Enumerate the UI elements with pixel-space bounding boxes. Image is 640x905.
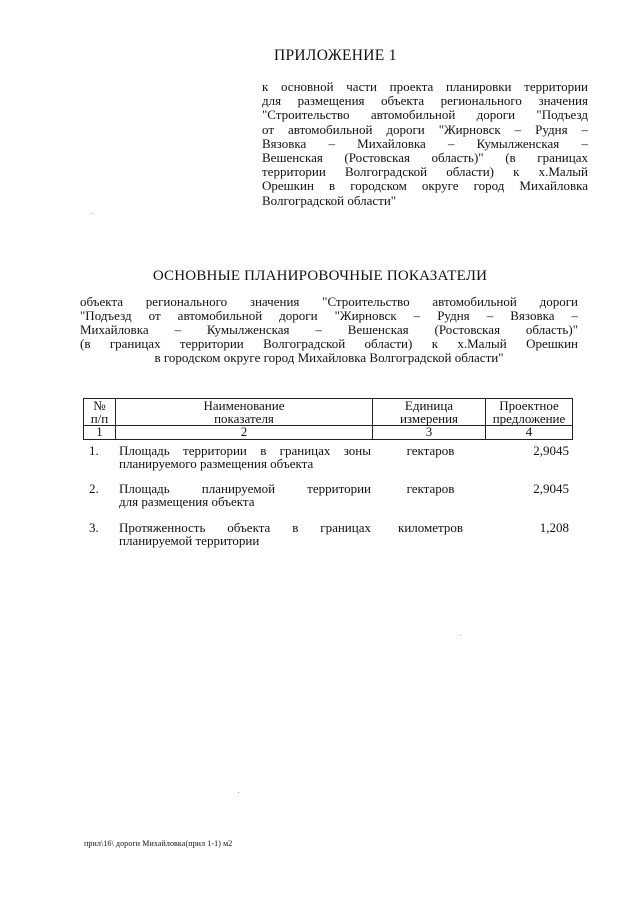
footer-file-path: прил\16\ дороги Михайловка(прил 1-1) м2 <box>84 839 233 848</box>
appendix-text <box>262 80 588 208</box>
header-number-line: п/п <box>90 411 109 426</box>
row-name-line: Протяженность объекта в границах <box>119 520 371 535</box>
row-index: 2. <box>89 481 99 496</box>
row-value: 2,9045 <box>533 443 569 458</box>
row-value: 1,208 <box>539 520 569 535</box>
row-name <box>119 482 371 508</box>
appendix-line: Вешенская (Ростовская область)" (в границах <box>262 150 588 166</box>
appendix-title: ПРИЛОЖЕНИЕ 1 <box>274 47 397 64</box>
column-number <box>84 426 116 440</box>
subtitle-line: "Подъезд от автомобильной дороги "Жирновск – Рудня – Вязовка – <box>80 308 578 323</box>
column-number <box>486 426 573 440</box>
appendix-line: "Строительство автомобильной дороги "Подъезд <box>262 107 588 123</box>
header-name-line: показателя <box>214 411 274 426</box>
subtitle-line: (в границах территории Волгоградской области) к х.Малый Орешкин <box>80 336 578 351</box>
header-number <box>84 399 116 426</box>
appendix-line: от автомобильной дороги "Жирновск – Рудня – <box>262 121 588 137</box>
header-unit-line: измерения <box>399 411 459 426</box>
appendix-line: Волгоградской области" <box>262 192 397 208</box>
column-number-text: 2 <box>240 424 248 439</box>
subtitle-line: в городском округе город Михайловка Волгоградской области" <box>154 350 504 365</box>
appendix-line: территории Волгоградской области) к х.Малый <box>262 164 588 180</box>
header-name <box>116 399 373 426</box>
column-number-text: 3 <box>425 424 433 439</box>
column-number-text: 4 <box>525 424 533 439</box>
row-name-line: планируемого размещения объекта <box>119 456 314 471</box>
row-name-line: Площадь планируемой территории <box>119 481 371 496</box>
row-name-line: планируемой территории <box>119 533 260 548</box>
header-name-line: Наименование <box>203 398 285 413</box>
indicators-table-header <box>83 398 573 440</box>
header-number-line: № <box>93 398 106 413</box>
appendix-line: Вязовка – Михайловка – Кумылженская – <box>262 135 588 151</box>
row-name-line: Площадь территории в границах зоны <box>119 443 371 458</box>
row-unit: километров <box>398 520 463 535</box>
header-value-line: Проектное <box>499 398 559 413</box>
header-unit <box>373 399 486 426</box>
row-name-line: для размещения объекта <box>119 494 255 509</box>
row-unit: гектаров <box>406 481 455 496</box>
scan-speck <box>92 213 93 214</box>
column-number <box>373 426 486 440</box>
appendix-line: для размещения объекта регионального значения <box>262 93 588 109</box>
document-subtitle <box>80 295 578 365</box>
subtitle-line: Михайловка – Кумылженская – Вешенская (Ростовская область)" <box>80 322 578 337</box>
column-number <box>116 426 373 440</box>
row-unit: гектаров <box>406 443 455 458</box>
appendix-line: к основной части проекта планировки территории <box>262 79 588 94</box>
scan-speck <box>238 792 239 793</box>
scan-speck <box>460 635 461 636</box>
subtitle-line: объекта регионального значения "Строительство автомобильной дороги <box>80 294 578 309</box>
column-number-text: 1 <box>96 424 103 439</box>
header-unit-line: Единица <box>404 398 454 413</box>
row-value: 2,9045 <box>533 481 569 496</box>
document-title: ОСНОВНЫЕ ПЛАНИРОВОЧНЫЕ ПОКАЗАТЕЛИ <box>152 268 488 284</box>
header-value-line: предложение <box>492 411 566 426</box>
appendix-line: Орешкин в городском округе город Михайловка <box>262 178 588 194</box>
row-name <box>119 444 371 470</box>
row-name <box>119 521 371 547</box>
header-value <box>486 399 573 426</box>
row-index: 1. <box>89 443 99 458</box>
row-index: 3. <box>89 520 99 535</box>
